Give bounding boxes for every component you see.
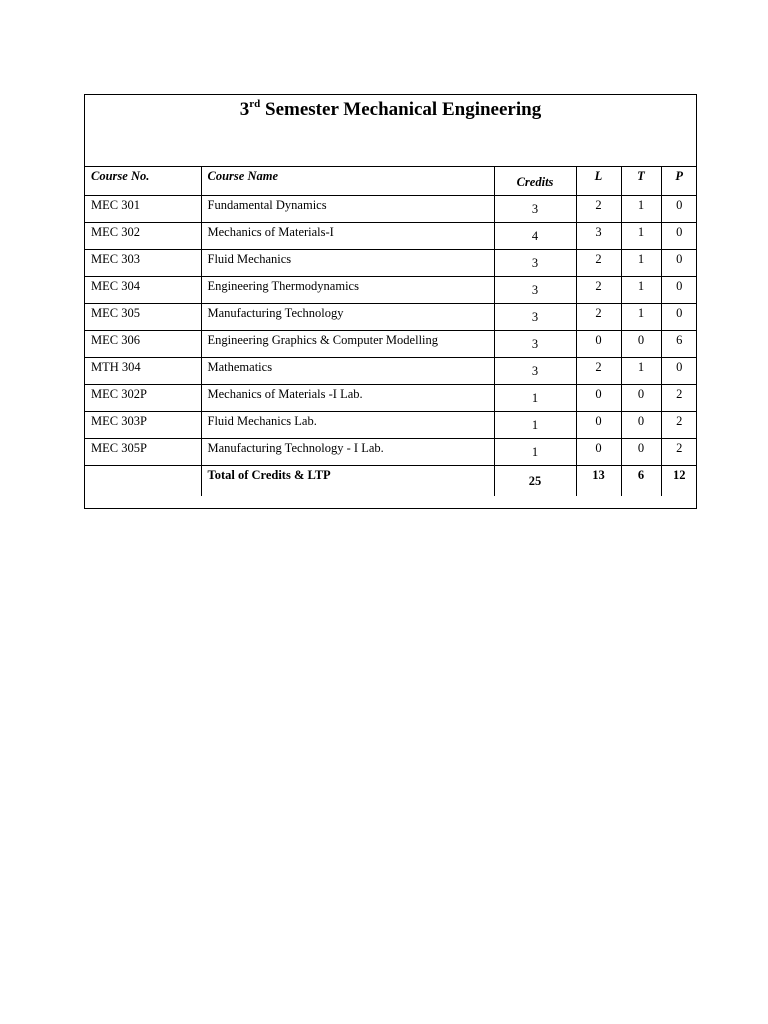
p-cell: 0 [661, 304, 697, 331]
course-name-cell: Fluid Mechanics Lab. [201, 412, 494, 439]
t-cell: 0 [621, 331, 661, 358]
curriculum-table-frame [84, 94, 697, 509]
table-row [85, 304, 697, 331]
course-no-cell: MEC 305 [85, 304, 201, 331]
header-l: L [576, 167, 621, 196]
p-cell: 2 [661, 412, 697, 439]
t-cell: 0 [621, 439, 661, 466]
total-p-cell: 12 [661, 466, 697, 496]
course-name-cell: Fluid Mechanics [201, 250, 494, 277]
title-box [85, 95, 696, 167]
p-cell: 6 [661, 331, 697, 358]
t-cell: 1 [621, 250, 661, 277]
credits-cell: 1 [494, 412, 576, 439]
course-no-cell: MEC 305P [85, 439, 201, 466]
credits-cell: 3 [494, 250, 576, 277]
p-cell: 0 [661, 196, 697, 223]
l-cell: 0 [576, 412, 621, 439]
credits-cell: 3 [494, 331, 576, 358]
total-course-no-cell [85, 466, 201, 496]
l-cell: 2 [576, 277, 621, 304]
header-t: T [621, 167, 661, 196]
table-row [85, 358, 697, 385]
course-no-cell: MEC 302P [85, 385, 201, 412]
credits-cell: 3 [494, 277, 576, 304]
l-cell: 3 [576, 223, 621, 250]
l-cell: 0 [576, 385, 621, 412]
l-cell: 2 [576, 358, 621, 385]
header-course-no: Course No. [85, 167, 201, 196]
credits-cell: 3 [494, 304, 576, 331]
l-cell: 2 [576, 304, 621, 331]
p-cell: 2 [661, 385, 697, 412]
header-p: P [661, 167, 697, 196]
total-l-cell: 13 [576, 466, 621, 496]
title-text: Semester Mechanical Engineering [260, 99, 542, 120]
t-cell: 1 [621, 358, 661, 385]
course-name-cell: Manufacturing Technology - I Lab. [201, 439, 494, 466]
course-name-cell: Mechanics of Materials -I Lab. [201, 385, 494, 412]
l-cell: 0 [576, 331, 621, 358]
l-cell: 2 [576, 196, 621, 223]
course-name-cell: Mechanics of Materials-I [201, 223, 494, 250]
table-row [85, 439, 697, 466]
t-cell: 1 [621, 277, 661, 304]
p-cell: 0 [661, 250, 697, 277]
p-cell: 2 [661, 439, 697, 466]
course-no-cell: MEC 303 [85, 250, 201, 277]
total-label-cell: Total of Credits & LTP [201, 466, 494, 496]
course-name-cell: Mathematics [201, 358, 494, 385]
course-name-cell: Engineering Thermodynamics [201, 277, 494, 304]
l-cell: 2 [576, 250, 621, 277]
course-no-cell: MEC 306 [85, 331, 201, 358]
t-cell: 0 [621, 412, 661, 439]
course-table [85, 166, 697, 496]
t-cell: 1 [621, 196, 661, 223]
p-cell: 0 [661, 358, 697, 385]
course-name-cell: Engineering Graphics & Computer Modelling [201, 331, 494, 358]
table-row [85, 277, 697, 304]
header-course-name: Course Name [201, 167, 494, 196]
course-name-cell: Manufacturing Technology [201, 304, 494, 331]
total-t-cell: 6 [621, 466, 661, 496]
p-cell: 0 [661, 223, 697, 250]
credits-cell: 3 [494, 358, 576, 385]
t-cell: 0 [621, 385, 661, 412]
table-header-row [85, 167, 697, 196]
l-cell: 0 [576, 439, 621, 466]
course-no-cell: MTH 304 [85, 358, 201, 385]
credits-cell: 1 [494, 439, 576, 466]
table-row [85, 196, 697, 223]
course-name-cell: Fundamental Dynamics [201, 196, 494, 223]
total-row [85, 466, 697, 496]
table-row [85, 331, 697, 358]
course-no-cell: MEC 301 [85, 196, 201, 223]
table-row [85, 250, 697, 277]
course-no-cell: MEC 304 [85, 277, 201, 304]
credits-cell: 3 [494, 196, 576, 223]
page-title [85, 99, 696, 123]
table-row [85, 385, 697, 412]
t-cell: 1 [621, 304, 661, 331]
table-row [85, 412, 697, 439]
header-credits: Credits [494, 167, 576, 196]
t-cell: 1 [621, 223, 661, 250]
table-row [85, 223, 697, 250]
title-number: 3 [239, 99, 250, 120]
p-cell: 0 [661, 277, 697, 304]
credits-cell: 1 [494, 385, 576, 412]
course-no-cell: MEC 303P [85, 412, 201, 439]
credits-cell: 4 [494, 223, 576, 250]
title-ordinal-suffix: rd [249, 98, 261, 110]
total-credits-cell: 25 [494, 466, 576, 496]
course-no-cell: MEC 302 [85, 223, 201, 250]
